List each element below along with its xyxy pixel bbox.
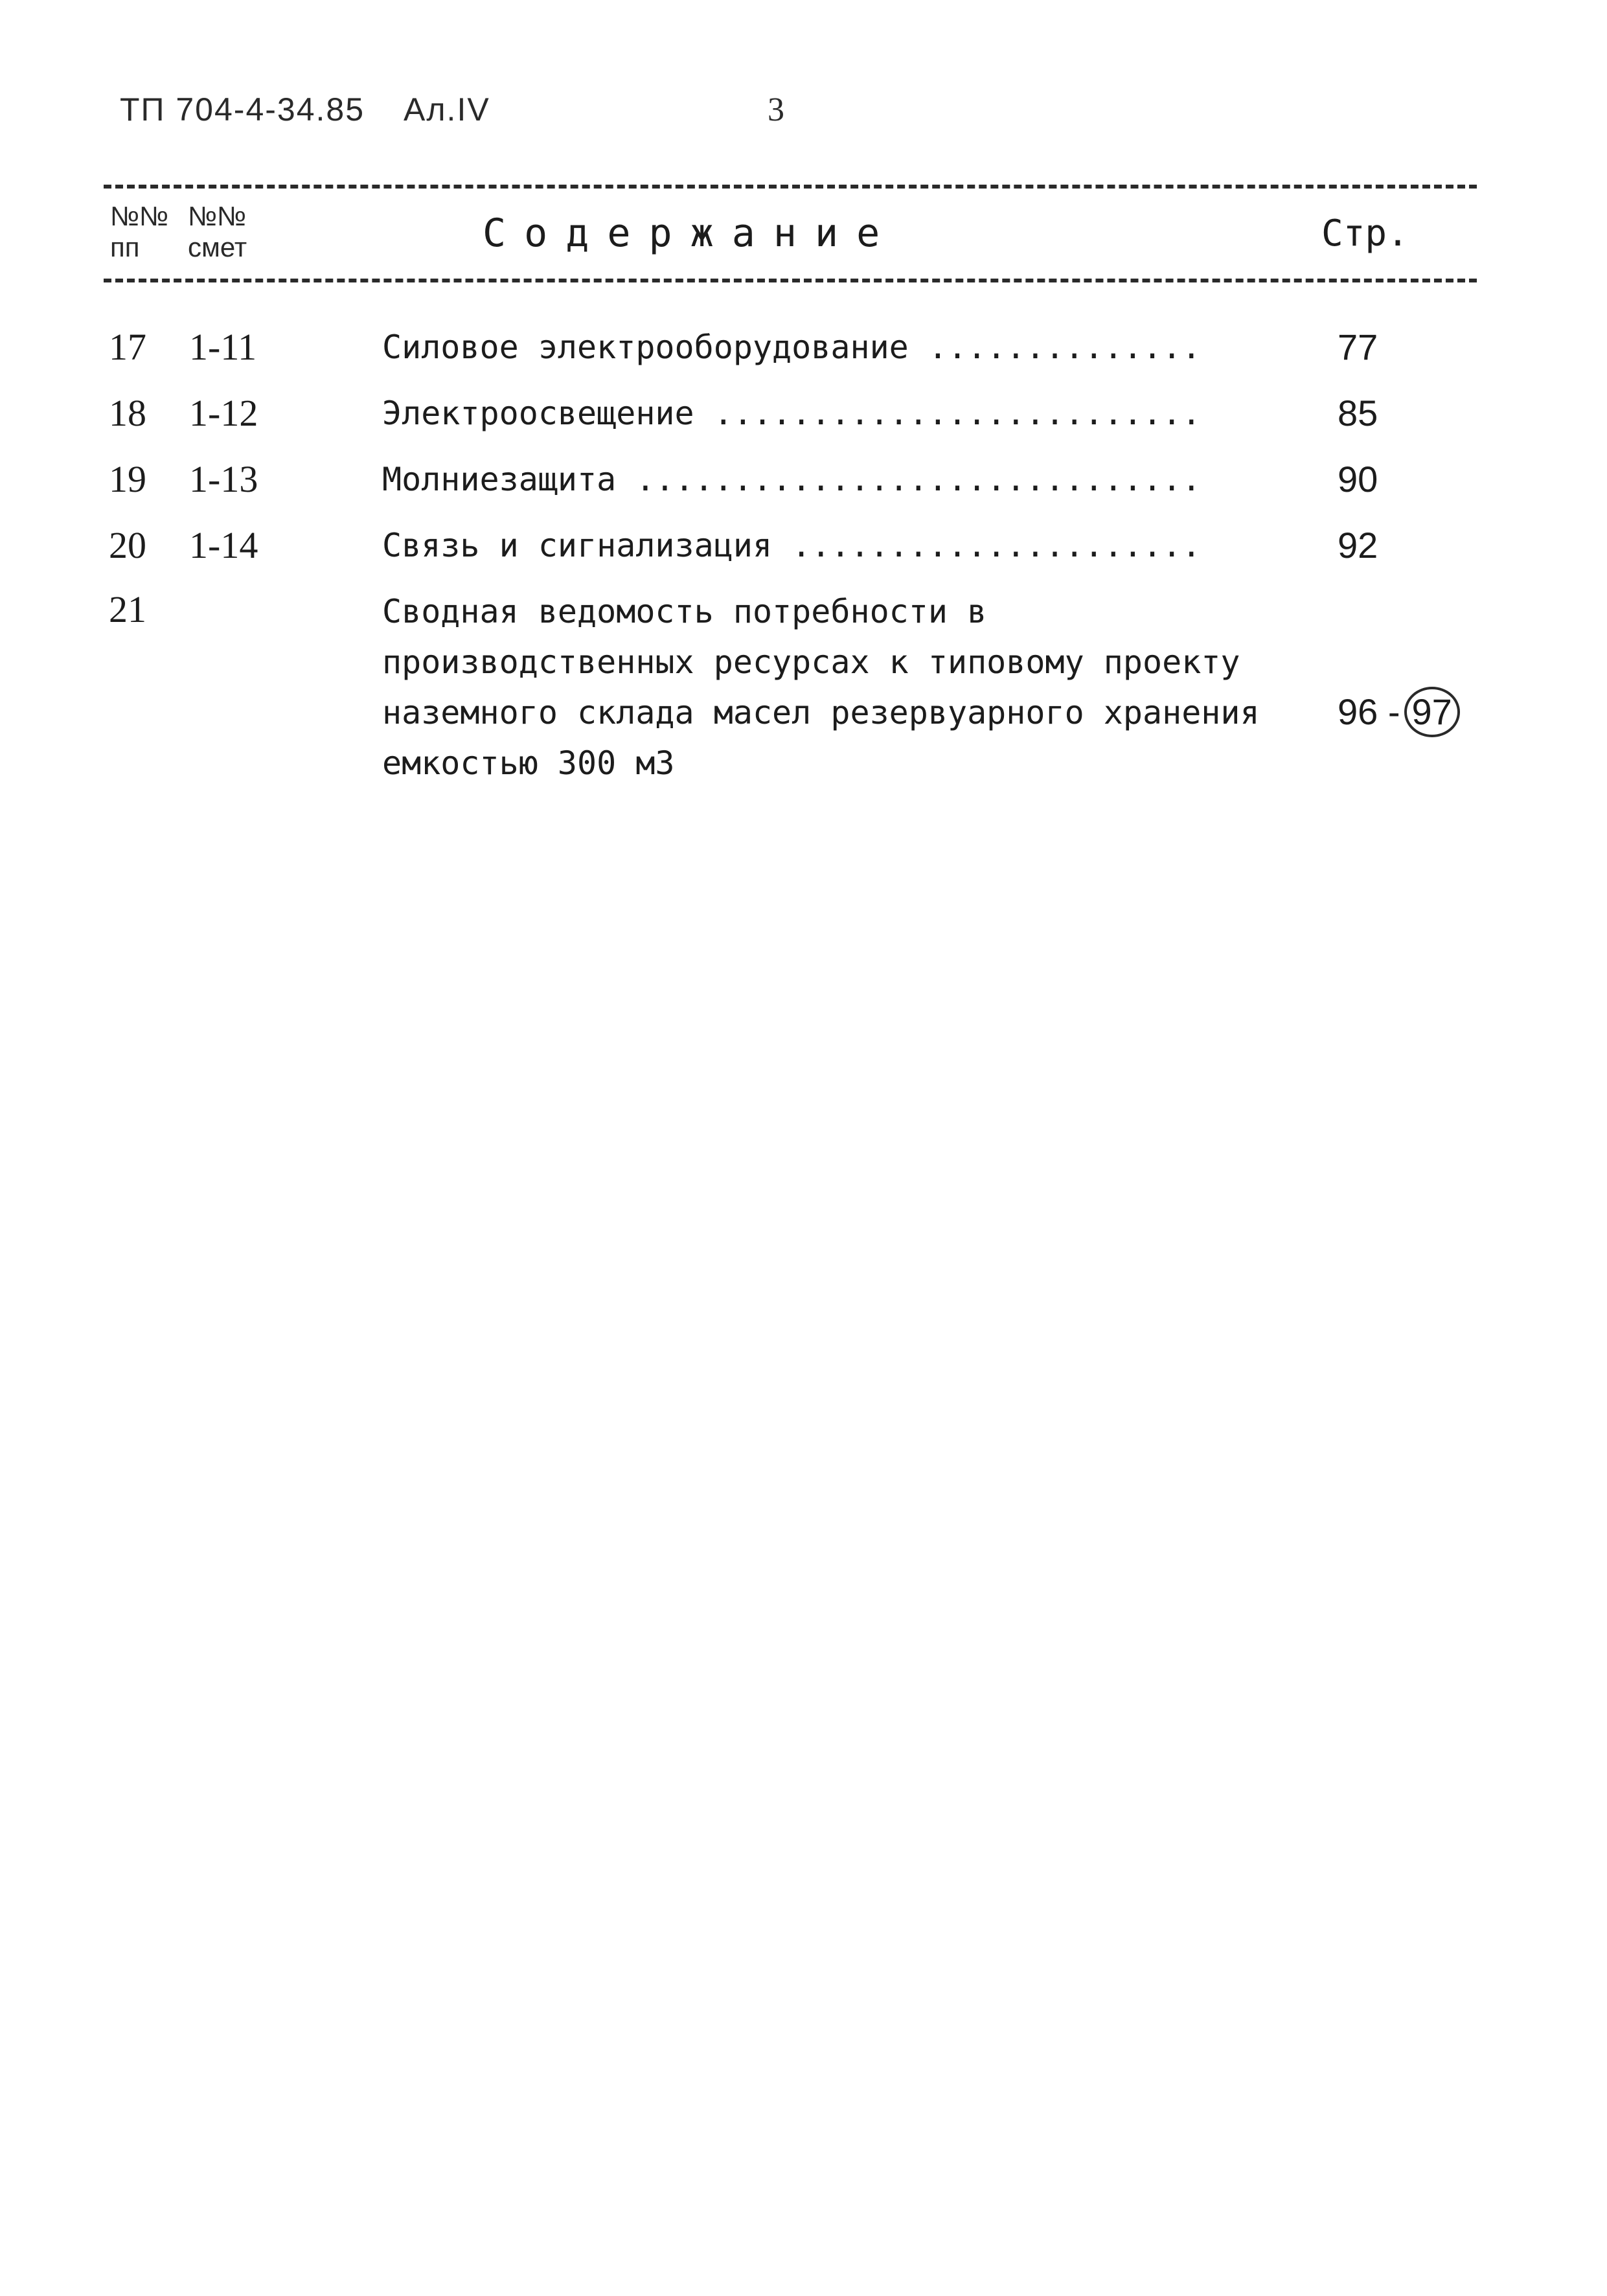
row-page bbox=[1338, 687, 1460, 737]
row-estimate: 1-12 bbox=[189, 392, 258, 434]
row-estimate: 1-13 bbox=[189, 458, 258, 500]
row-title: Связь и сигнализация ..................... bbox=[382, 527, 1202, 564]
column-header-page: Стр. bbox=[1321, 212, 1409, 255]
row-num: 17 bbox=[109, 326, 146, 368]
column-header-estimate-line2: смет bbox=[188, 232, 247, 262]
sheet-label: Ал.IV bbox=[404, 91, 490, 128]
column-header-estimate bbox=[188, 201, 247, 263]
column-header-num-line1: №№ bbox=[110, 201, 169, 231]
circled-page-number: 97 bbox=[1404, 687, 1460, 737]
row-title: Молниезащита ............................. bbox=[382, 461, 1202, 498]
column-header-title: Содержание bbox=[483, 211, 898, 256]
row-page: 85 bbox=[1338, 393, 1378, 433]
row-title: Силовое электрооборудование .............. bbox=[382, 328, 1202, 366]
column-header-estimate-line1: №№ bbox=[188, 201, 247, 231]
row-estimate: 1-11 bbox=[189, 326, 257, 368]
row-num: 20 bbox=[109, 524, 146, 566]
row-num: 21 bbox=[109, 588, 146, 630]
row-page: 92 bbox=[1338, 525, 1378, 566]
row-num: 18 bbox=[109, 392, 146, 434]
row-title: Сводная ведомость потребности в производственных ресурсах к типовому проекту наземного склада масел резервуарного хранения емкостью 300 м3 bbox=[382, 593, 1260, 782]
top-divider bbox=[104, 185, 1477, 189]
row-page-start: 96 - bbox=[1338, 691, 1400, 732]
doc-code bbox=[120, 91, 490, 128]
row-estimate: 1-14 bbox=[189, 524, 258, 566]
row-title: Электроосвещение ......................... bbox=[382, 395, 1202, 432]
row-page: 90 bbox=[1338, 459, 1378, 499]
row-page: 77 bbox=[1338, 327, 1378, 367]
page-number: 3 bbox=[768, 91, 784, 128]
doc-code-text: ТП 704-4-34.85 bbox=[120, 91, 365, 128]
header-divider bbox=[104, 279, 1477, 282]
row-num: 19 bbox=[109, 458, 146, 500]
column-header-num-line2: пп bbox=[110, 232, 140, 262]
column-header-num bbox=[110, 201, 168, 263]
